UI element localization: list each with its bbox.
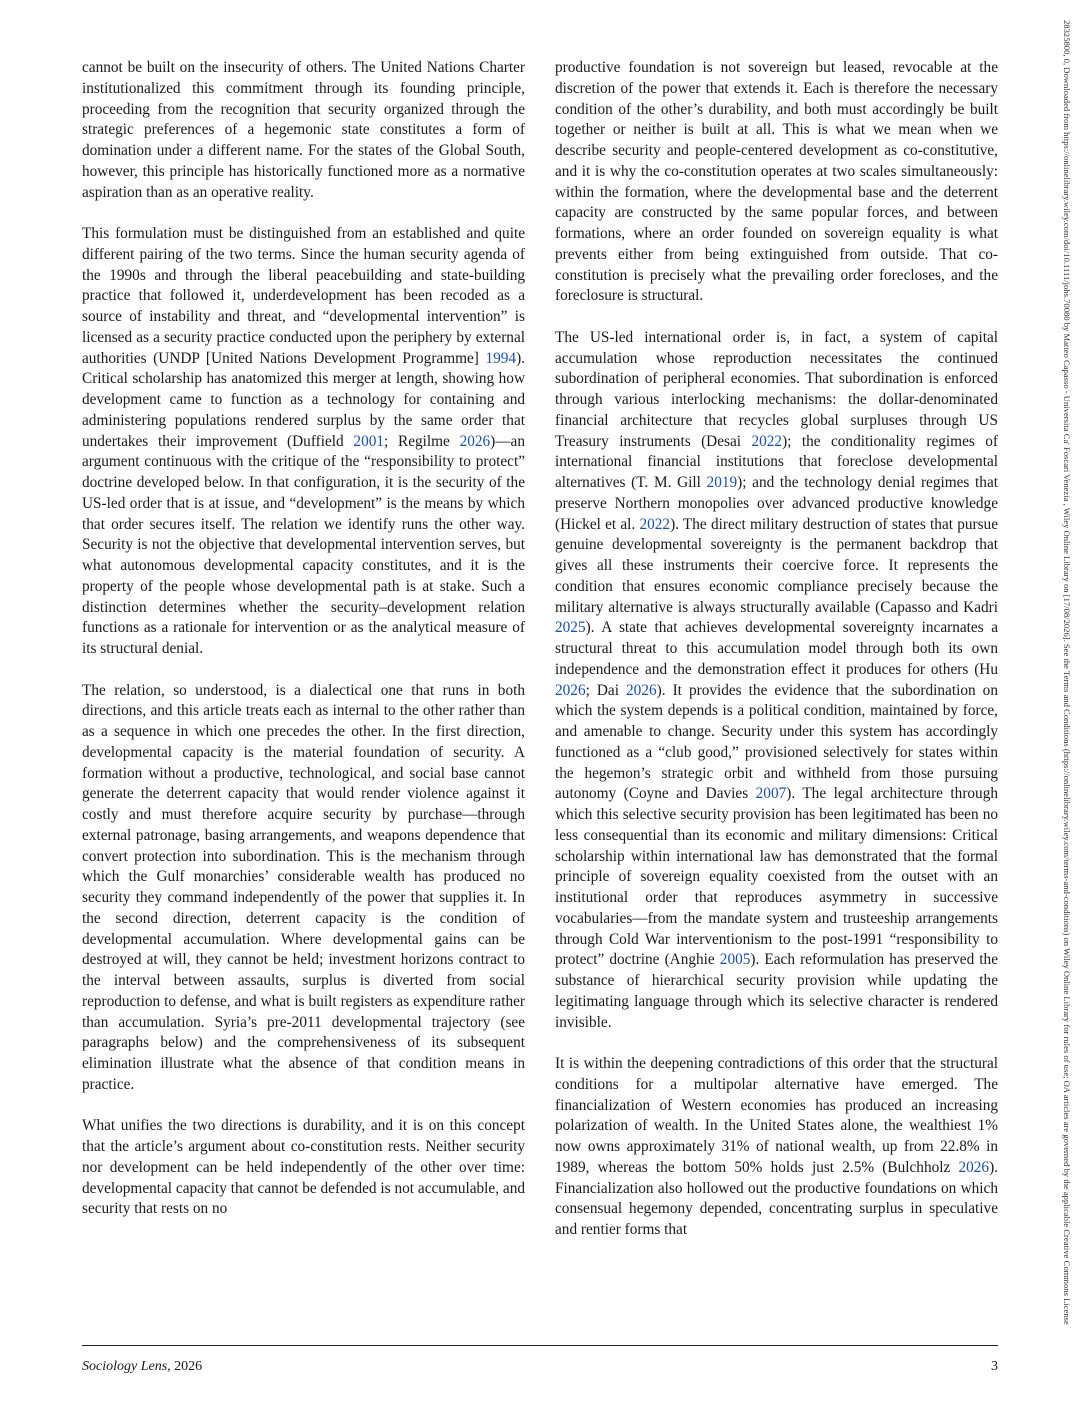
paragraph: productive foundation is not sovereign but leased, revocable at the discretion of the power that extends it. Each is therefore the necessary condition of the other’s durability, and both must accordingly be built together or neither is built at all. This is what we mean when we describe security and people-centered development as co-constitutive, and it is why the co-constitution operates at two scales simultaneously: within the formation, where the developmental base and the deterrent capacity are constructed by the same popular forces, and between formations, where an order founded on sovereign equality is what prevents either from being extinguished from outside. That co-constitution is precisely what the prevailing order forecloses, and the foreclosure is structural. <box>555 59 998 305</box>
right-column <box>555 58 998 1262</box>
text-run: This formulation must be distinguished from an established and quite different pairing of the two terms. Since the human security agenda of the 1990s and through the liberal peacebuilding and state-building practice that followed it, underdevelopment has been recoded as a source of instability and threat, and “developmental intervention” is licensed as a security practice conducted upon the periphery by external authorities (UNDP [United Nations Development Programme] <box>82 225 525 367</box>
citation-link[interactable]: 2001 <box>353 432 385 450</box>
text-run: ). A state that achieves developmental sovereignty incarnates a structural threat to this accumulation model through both its own independence and the demonstration effect it produces for others (Hu <box>555 619 998 678</box>
text-run: ; Dai <box>585 681 627 699</box>
paragraph: cannot be built on the insecurity of others. The United Nations Charter institutionalized this commitment through its founding principle, proceeding from the recognition that security organized through the strategic preferences of a hegemonic state constitutes a form of domination under a different name. For the states of the Global South, however, this principle has historically functioned more as a normative aspiration than as an operative reality. <box>82 59 525 201</box>
citation-link[interactable]: 2026 <box>459 432 491 450</box>
text-run: ). Critical scholarship has anatomized this merger at length, showing how development came to function as a technology for containing and administering populations rendered surplus by the same order that undertakes their improvement (Duffield <box>82 349 525 450</box>
citation-link[interactable]: 2025 <box>555 619 586 637</box>
citation-link[interactable]: 2022 <box>639 515 671 533</box>
download-notice-text: 28325800, 0, Downloaded from https://onlinelibrary.wiley.com/doi/10.1111/johs.70080 by Matteo Capasso - Universita Ca' Foscari Venezia , Wiley Online Library on [17/08/2026]. See the Terms and Conditions (https://onlinelibrary.wiley.com/terms-and-conditions) on Wiley Online Library for rules of use; OA articles are governed by the applicable Creative Commons License <box>1062 20 1072 1325</box>
text-run: The US-led international order is, in fact, a system of capital accumulation whose reproduction necessitates the continued subordination of peripheral economies. That subordination is enforced through various interlocking mechanisms: the dollar-denominated financial architecture that recycles global surpluses through US Treasury instruments (Desai <box>555 328 998 450</box>
text-run: ). Each reformulation has preserved the substance of hierarchical security provision while updating the legitimating language through which its selective character is rendered invisible. <box>555 951 998 1031</box>
citation-link[interactable]: 1994 <box>485 349 517 367</box>
paragraph <box>82 224 525 660</box>
citation-link[interactable]: 2019 <box>706 474 738 491</box>
citation-link[interactable]: 2022 <box>751 432 783 450</box>
text-run: ). The legal architecture through which this selective security provision has been legitimated has been no less consequential than its economic and military dimensions: Critical scholarship within international law has demonstrated that the formal principle of sovereign equality coexisted from the outset with an institutional order that reproduces asymmetry in successive vocabularies—from the mandate system and trusteeship arrangements through Cold War interventionism to the post-1991 “responsibility to protect” doctrine (Anghie <box>555 785 999 969</box>
journal-name <box>82 1359 202 1375</box>
citation-link[interactable]: 2026 <box>958 1158 990 1176</box>
journal-title: Sociology Lens, <box>82 1359 171 1374</box>
paragraph <box>555 1054 998 1241</box>
text-run: It is within the deepening contradictions of this order that the structural conditions for a multipolar alternative have emerged. The financialization of Western economies has produced an increasing polarization of wealth. In the United States alone, the wealthiest 1% now owns approximately 31% of national wealth, up from 22.8% in 1989, whereas the bottom 50% holds just 2.5% (Bulchholz <box>555 1055 998 1176</box>
journal-year: 2026 <box>170 1359 203 1374</box>
text-run: ). It provides the evidence that the subordination on which the system depends is a political condition, maintained by force, and amenable to change. Security under this system has accordingly functioned as a “club good,” provisioned selectively for states within the hegemon’s strategic orbit and withheld from those pursuing autonomy (Coyne and Davies <box>555 681 998 803</box>
text-run: ; Regilme <box>384 432 460 450</box>
download-notice-sidebar <box>1061 20 1073 1400</box>
text-run: )—an argument continuous with the critique of the “responsibility to protect” doctrine developed below. In that configuration, it is the security of the US-led order that is at issue, and “development” is the means by which that order secures itself. The relation we identify runs the other way. Security is not the objective that developmental intervention serves, but what autonomous developmental capacity constitutes, and it is the property of the people whose developmental path is at stake. Such a distinction determines whether the security–development relation functions as a rationale for intervention or as the analytical measure of its structural denial. <box>82 432 525 657</box>
text-run: ). Financialization also hollowed out the productive foundations on which consensual hegemony depended, concentrating surplus in speculative and rentier forms that <box>555 1158 998 1238</box>
citation-link[interactable]: 2026 <box>555 681 586 699</box>
text-run: ); and the technology denial regimes that preserve Northern monopolies over advanced productive knowledge (Hickel et al. <box>555 474 998 533</box>
left-column <box>82 58 525 1241</box>
footer-rule <box>82 1345 998 1346</box>
paragraph <box>555 328 998 1034</box>
citation-link[interactable]: 2007 <box>755 785 787 803</box>
citation-link[interactable]: 2026 <box>626 681 657 699</box>
citation-link[interactable]: 2005 <box>719 951 751 969</box>
text-run: ); the conditionality regimes of international financial institutions that foreclose developmental alternatives (T. M. Gill <box>555 432 998 491</box>
paragraph: The relation, so understood, is a dialectical one that runs in both directions, and this article treats each as internal to the other rather than as a sequence in which one precedes the other. In the first direction, developmental capacity is the material foundation of security. A formation without a productive, technological, and social base cannot generate the deterrent capacity that would render violence against it costly and must therefore acquire security by purchase—through external patronage, basing arrangements, and weapons dependence that convert protection into subordination. This is the mechanism through which the Gulf monarchies’ considerable wealth has produced no security they command independently of the power that supplies it. In the second direction, deterrent capacity is the condition of developmental accumulation. Where developmental gains can be destroyed at will, they cannot be held; investment horizons contract to the interval between assaults, surplus is diverted from social reproduction to defense, and what is built registers as expenditure rather than accumulation. Syria’s pre-2011 developmental trajectory (see paragraphs below) and the comprehensiveness of its subsequent elimination illustrate what the absence of that condition means in practice. <box>82 681 525 1093</box>
paragraph: What unifies the two directions is durability, and it is on this concept that the article’s argument about co-constitution rests. Neither security nor development can be held independently of the other over time: developmental capacity that cannot be defended is not accumulable, and security that rests on no <box>82 1117 525 1218</box>
page-number: 3 <box>991 1359 998 1374</box>
text-run: ). The direct military destruction of states that pursue genuine developmental sovereignty is the permanent backdrop that gives all these instruments their coercive force. It represents the condition that ensures economic compliance precisely because the military alternative is always structurally available (Capasso and Kadri <box>555 515 998 616</box>
